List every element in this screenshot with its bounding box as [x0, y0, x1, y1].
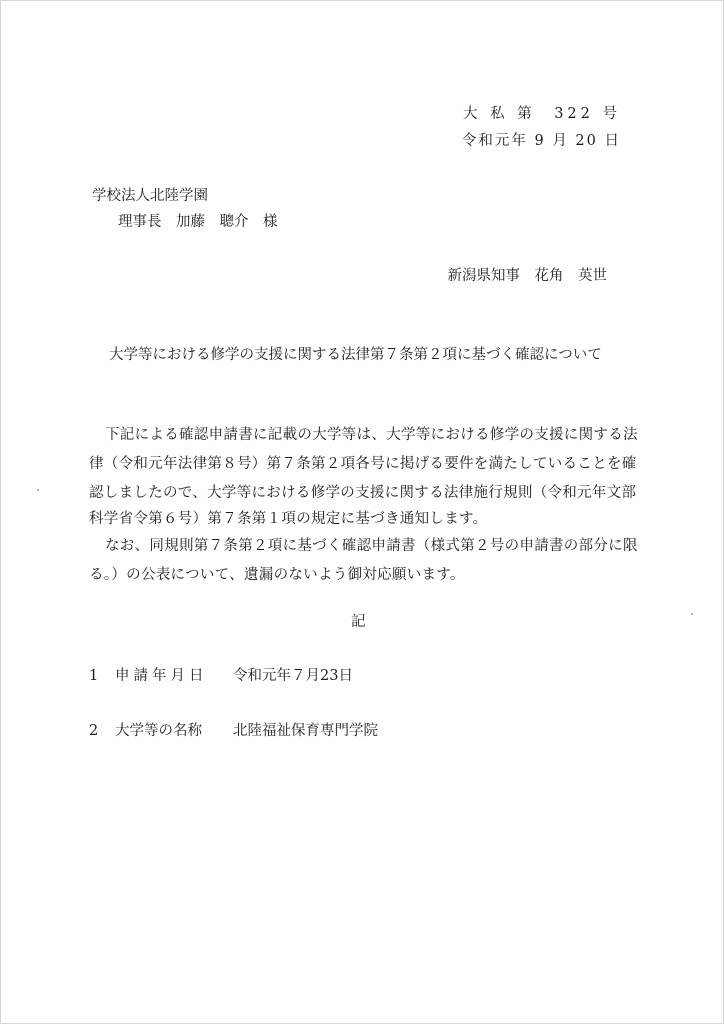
ki-heading: 記 — [351, 614, 366, 630]
list-item — [89, 667, 353, 685]
body-line: る。）の公表について、遺漏のないよう御対応願います。 — [89, 567, 465, 583]
item-value: 令和元年７月23日 — [233, 668, 353, 684]
scan-speck — [691, 613, 693, 615]
sender-name: 新潟県知事 花角 英世 — [447, 268, 607, 284]
body-line: 認しましたので、大学等における修学の支援に関する法律施行規則（令和元年文部 — [89, 485, 637, 501]
body-line: 科学省令第６号）第７条第１項の規定に基づき通知します。 — [89, 511, 488, 527]
scan-speck — [37, 489, 39, 491]
item-label: 大学等の名称 — [115, 723, 202, 739]
recipient-name: 理事長 加藤 聰介 様 — [118, 214, 278, 230]
document-number: 大 私 第 322 号 — [462, 106, 621, 122]
document-subject: 大学等における修学の支援に関する法律第７条第２項に基づく確認について — [109, 347, 602, 363]
body-line: 下記による確認申請書に記載の大学等は、大学等における修学の支援に関する法 — [105, 427, 638, 443]
item-value: 北陸福祉保育専門学院 — [233, 723, 378, 739]
item-number: 2 — [89, 723, 99, 739]
item-label: 申請年月日 — [115, 668, 208, 684]
list-item — [89, 722, 378, 740]
document-date: 令和元年 9 月 20 日 — [461, 133, 621, 149]
item-number: 1 — [89, 668, 99, 684]
body-line: 律（令和元年法律第８号）第７条第２項各号に掲げる要件を満たしていることを確 — [89, 456, 637, 472]
body-line: なお、同規則第７条第２項に基づく確認申請書（様式第２号の申請書の部分に限 — [105, 538, 638, 554]
recipient-organization: 学校法人北陸学園 — [92, 188, 208, 204]
